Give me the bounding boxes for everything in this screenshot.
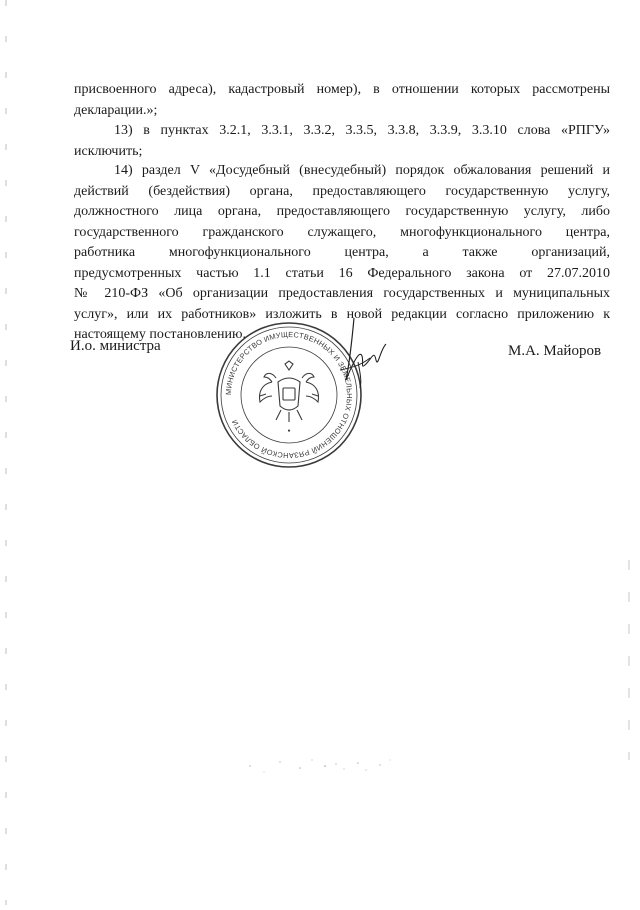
text-line: услуг», или их работников» изложить в новой редакции согласно приложению к (74, 306, 610, 322)
text-line: № 210-ФЗ «Об организации предоставления государственных и муниципальных (74, 286, 610, 301)
signatory-name: М.А. Майоров (508, 343, 602, 359)
scan-noise (240, 748, 400, 778)
text-line: предусмотренных частью 1.1 статьи 16 Федерального закона от 27.07.2010 (74, 265, 610, 281)
paragraph-item-13 (74, 121, 610, 162)
scan-edge-mark (5, 0, 7, 905)
text-line: 14) раздел V «Досудебный (внесудебный) порядок обжалования решений и (114, 163, 610, 178)
position-title: И.о. министра (70, 338, 161, 354)
text-line: декларации.»; (74, 102, 158, 118)
svg-text:●: ● (287, 428, 291, 434)
scan-edge-mark (628, 560, 630, 760)
text-line: должностного лица органа, предоставляющего государственную услугу, либо (74, 204, 610, 219)
text-line: исключить; (74, 143, 143, 159)
handwritten-signature (330, 310, 390, 390)
text-line: присвоенного адреса), кадастровый номер), в отношении которых рассмотрены (74, 82, 610, 97)
text-line: действий (бездействия) органа, предоставляющего государственную услугу, (74, 183, 610, 199)
text-line: настоящему постановлению. (74, 327, 246, 342)
text-line: государственного гражданского служащего, многофункционального центра, (74, 224, 610, 240)
paragraph-1 (74, 80, 610, 121)
double-headed-eagle-emblem (260, 361, 319, 422)
text-line: работника многофункционального центра, а также организаций, (74, 245, 610, 260)
seal-outer-text: МИНИСТЕРСТВО ИМУЩЕСТВЕННЫХ И ЗЕМЕЛЬНЫХ ОТНОШЕНИЙ РЯЗАНСКОЙ ОБЛАСТИ (223, 329, 355, 461)
text-line: 13) в пунктах 3.2.1, 3.3.1, 3.3.2, 3.3.5, 3.3.8, 3.3.9, 3.3.10 слова «РПГУ» (114, 123, 610, 138)
